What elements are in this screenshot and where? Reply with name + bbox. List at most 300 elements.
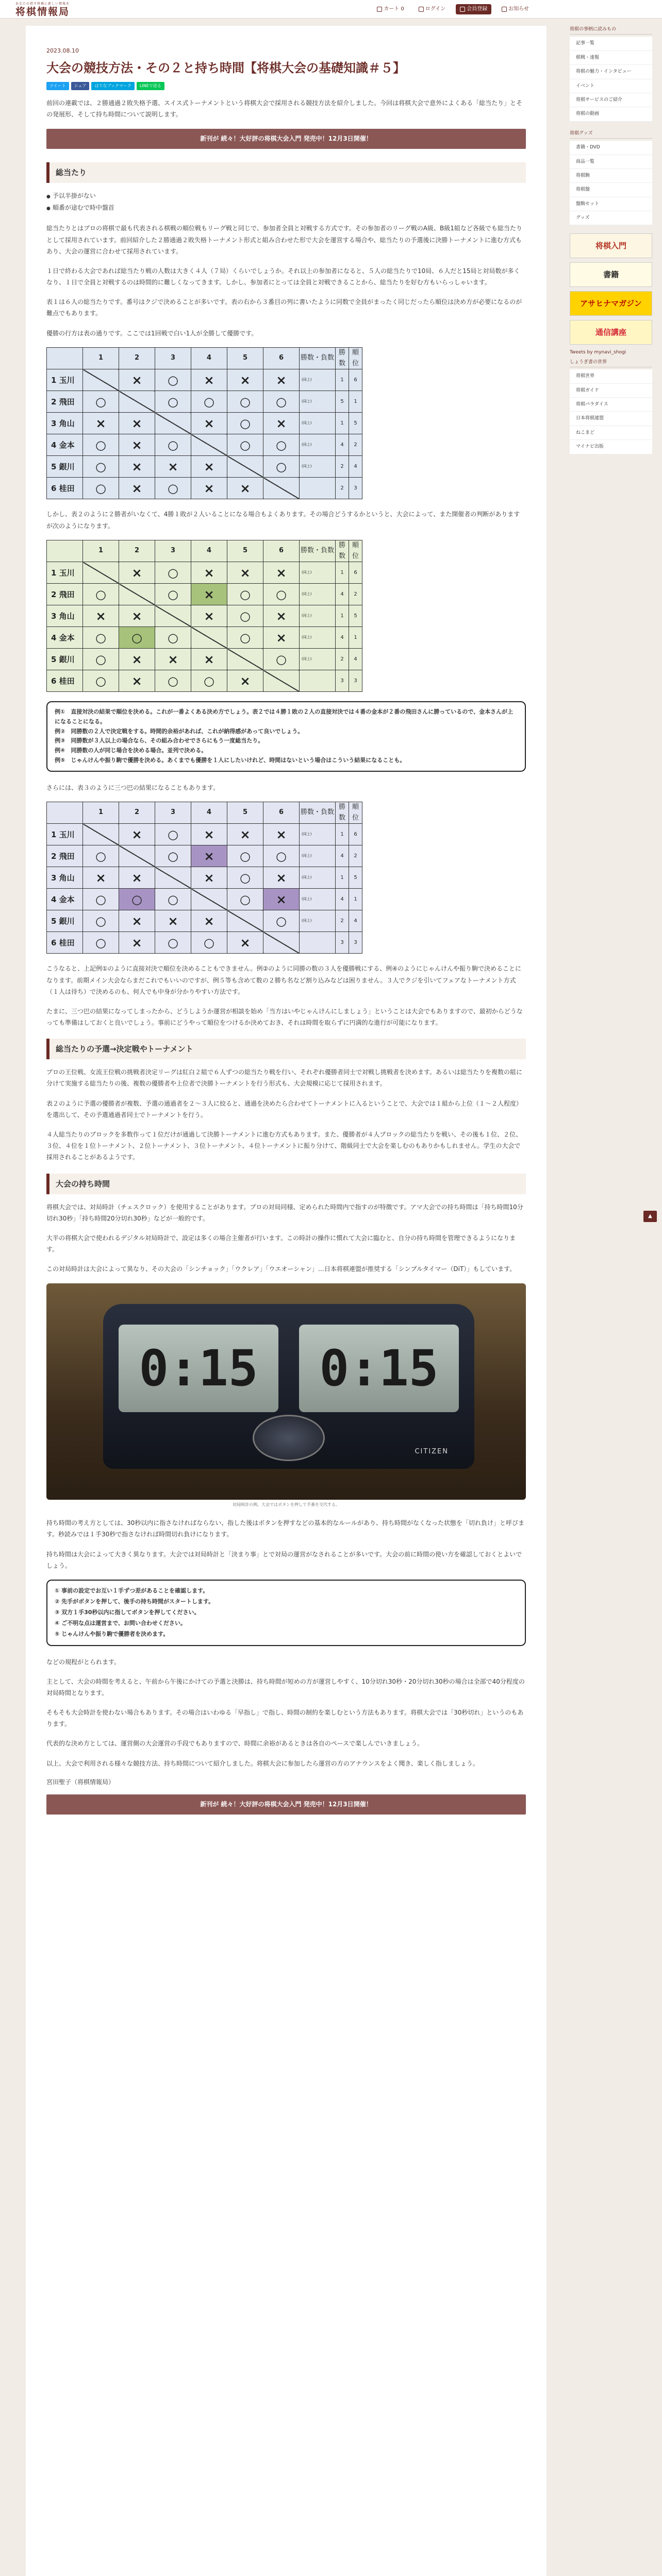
wins-cell: 4	[336, 584, 349, 605]
player-name-cell: 6 桂田	[47, 478, 83, 499]
result-cell: ×	[155, 456, 191, 478]
record-note-cell: (同上)	[300, 562, 336, 584]
result-cell: ×	[119, 867, 155, 889]
register-label: 会員登録	[467, 6, 488, 12]
record-note-cell: (同上)	[300, 627, 336, 649]
sidebar-goods-item[interactable]: 将棋駒	[570, 169, 652, 183]
article-date: 2023.08.10	[46, 47, 79, 54]
result-cell: ×	[227, 562, 263, 584]
table-header-cell	[47, 540, 83, 562]
bullet-list	[46, 190, 526, 214]
result-cell: ×	[227, 932, 263, 954]
table-header-cell: 勝数	[336, 347, 349, 369]
facebook-share-button[interactable]: シェア	[71, 82, 90, 90]
rule-item: ④ ご不明な点は運営まで、お問い合わせください。	[55, 1619, 186, 1626]
self-diagonal-cell	[227, 910, 263, 932]
table-header-cell: 1	[83, 347, 119, 369]
site-tagline: あなたの指す将棋に新しい情報を	[15, 2, 70, 6]
result-cell: ○	[155, 845, 191, 867]
player-name-cell: 4 金本	[47, 434, 83, 456]
self-diagonal-cell	[83, 562, 119, 584]
table-header-cell: 勝数	[336, 802, 349, 824]
result-cell: ×	[263, 369, 300, 391]
table-header-cell: 勝数・負数	[300, 347, 336, 369]
player-name-cell: 1 玉川	[47, 562, 83, 584]
table-row	[47, 562, 362, 584]
line-button[interactable]: LINEで送る	[137, 82, 164, 90]
table-row	[47, 605, 362, 627]
result-cell: ×	[227, 478, 263, 499]
result-cell: ×	[191, 910, 227, 932]
table-header-row	[47, 540, 362, 562]
result-cell: ×	[227, 824, 263, 845]
table-row	[47, 627, 362, 649]
result-cell: ×	[191, 605, 227, 627]
player-name-cell: 5 銀川	[47, 910, 83, 932]
section-heading-time-control: 大会の持ち時間	[46, 1174, 526, 1194]
result-cell: ×	[119, 478, 155, 499]
result-cell: ×	[227, 369, 263, 391]
results-table-2	[46, 540, 362, 692]
record-note-cell: (同上)	[300, 584, 336, 605]
table-header-cell: 勝数・負数	[300, 540, 336, 562]
paragraph: ４人総当たりのブロックを多数作って１位だけが通過して決勝トーナメントに進む方式もあります。また、優勝者が４人ブロックの総当たりを戦い、その後も１位、２位、３位、４位を１位トーナメント、２位トーナメント、３位トーナメント、４位トーナメントに振り分けて、階級同士で大会を楽しむのもありかもしれません。学生の大会で採用されることがあるようです。	[46, 1131, 522, 1161]
wins-cell: 3	[336, 932, 349, 954]
record-note-cell	[300, 670, 336, 692]
paragraph: 将棋大会では、対局時計（チェスクロック）を使用することがあります。プロの対局同様、定められた時間内で指すのが特徴です。アマ大会での持ち時間は「持ち時間10分切れ30秒」「持ち時間20分切れ30秒」などが一般的です。	[46, 1203, 523, 1222]
paragraph: などの規程がとられます。	[46, 1658, 121, 1666]
result-cell: ○	[227, 391, 263, 413]
result-cell: ○	[119, 889, 155, 910]
rule-item: ① 事前の設定でお互い１手ずつ差があることを確認します。	[55, 1587, 209, 1595]
result-cell: ×	[263, 627, 300, 649]
player-name-cell: 3 角山	[47, 867, 83, 889]
table-row	[47, 824, 362, 845]
result-cell: ○	[155, 391, 191, 413]
table-header-cell: 1	[83, 802, 119, 824]
table-header-cell: 6	[263, 347, 300, 369]
sidebar-goods-item[interactable]: 盤駒セット	[570, 197, 652, 211]
result-cell: ×	[119, 369, 155, 391]
sidebar-goods-item[interactable]: 書籍・DVD	[570, 141, 652, 155]
table-row	[47, 584, 362, 605]
self-diagonal-cell	[263, 932, 300, 954]
table-header-cell: 4	[191, 540, 227, 562]
self-diagonal-cell	[263, 478, 300, 499]
result-cell: ×	[83, 605, 119, 627]
news-button[interactable]	[498, 4, 533, 14]
share-buttons	[46, 82, 526, 90]
case-item: 例② 同勝数の２人で決定戦をする。時間的余裕があれば、これが納得感があって良いでしょう。	[55, 727, 304, 735]
wins-cell: 2	[336, 649, 349, 670]
result-cell: ○	[227, 434, 263, 456]
rule-item: ② 先手がボタンを押して、後手の持ち時間がスタートします。	[55, 1598, 214, 1605]
result-cell: ×	[263, 889, 300, 910]
result-cell: ○	[83, 434, 119, 456]
paragraph: 優勝の行方は表の通りです。ここでは1回戦で白い1人が全勝して優勝です。	[46, 329, 258, 337]
self-diagonal-cell	[263, 670, 300, 692]
rank-cell: 5	[349, 413, 362, 434]
paragraph: 持ち時間は大会によって大きく異なります。大会では対局時計と「決まり事」とで対局の運営がなされることが多いです。大会の前に時間の使い方を確認しておくとよいでしょう。	[46, 1550, 522, 1569]
cart-label: カート	[384, 6, 400, 12]
chess-clock-photo	[46, 1283, 526, 1500]
sidebar-goods-item[interactable]: グッズ	[570, 211, 652, 225]
article-main	[26, 26, 547, 2576]
section-heading-round-robin: 総当たり	[46, 162, 526, 183]
table-row	[47, 456, 362, 478]
rule-item: ⑤ じゃんけんや振り駒で優勝者を決めます。	[55, 1630, 169, 1637]
sidebar-links-list	[570, 369, 652, 454]
paragraph: 持ち時間の考え方としては、30秒以内に指さなければならない、指した後はボタンを押すなどの基本的なルールがあり、持ち時間がなくなった状態を「切れ負け」と呼びます。秒読みでは１手30秒で指さなければ時間切れ負けになります。	[46, 1519, 525, 1538]
site-logo[interactable]	[15, 2, 93, 17]
register-button[interactable]	[456, 4, 491, 14]
table-row	[47, 478, 362, 499]
clock-left-display: 0:15	[119, 1325, 278, 1412]
result-cell: ○	[227, 584, 263, 605]
table-row	[47, 845, 362, 867]
table-header-cell: 2	[119, 540, 155, 562]
table-header-cell	[47, 802, 83, 824]
player-name-cell: 2 飛田	[47, 584, 83, 605]
wins-cell: 2	[336, 478, 349, 499]
login-label: ログイン	[425, 6, 446, 12]
sidebar-link-item[interactable]: 将棋パラダイス	[570, 398, 652, 412]
header-nav	[373, 4, 533, 14]
result-cell: ×	[119, 434, 155, 456]
sidebar-goods-list	[570, 141, 652, 225]
result-cell: ○	[191, 670, 227, 692]
case-item: 例④ 同勝数の人が同じ場合を決める場合。並列で決める。	[55, 747, 207, 754]
result-cell: ×	[83, 867, 119, 889]
table-header-cell: 順位	[349, 802, 362, 824]
paragraph: たまに、三つ巴の結果になってしまったから、どうしようか運営が相談を始め「当方はいやじゃんけんにしましょう」ということは大会でもありますので、最初からどうなっても準備はしておくと良いでしょう。事前にどうやって順位をつけるか決めておき、それは時間を取らずに円満的な進行が可能になります。	[46, 1007, 523, 1027]
rank-cell: 4	[349, 910, 362, 932]
clock-rules-box	[46, 1580, 526, 1646]
result-cell: ×	[227, 670, 263, 692]
result-cell: ○	[83, 889, 119, 910]
result-cell: ×	[119, 456, 155, 478]
rank-cell: 2	[349, 584, 362, 605]
results-table-3	[46, 802, 362, 954]
sidebar-category-item[interactable]: イベント	[570, 79, 652, 93]
player-name-cell: 6 桂田	[47, 932, 83, 954]
table-row	[47, 413, 362, 434]
sidebar-category-item[interactable]: 棋戦・速報	[570, 51, 652, 65]
sidebar-links-title: しょうぎ書の世界	[570, 359, 652, 367]
paragraph: しかし、表２のように２勝者がいなくて、4勝１敗が２人いることになる場合もよくあります。その場合どうするかというと、大会によって、また開催者の判断がありますが次のようになります。	[46, 511, 520, 530]
result-cell: ×	[119, 649, 155, 670]
wins-cell: 1	[336, 369, 349, 391]
result-cell: ×	[119, 824, 155, 845]
bullet-item: ● 順番が途むで時中盤首	[46, 202, 526, 214]
record-note-cell: (同上)	[300, 391, 336, 413]
wins-cell: 1	[336, 824, 349, 845]
sidebar-link-item[interactable]: マイナビ出版	[570, 440, 652, 454]
wins-cell: 4	[336, 627, 349, 649]
result-cell: ○	[83, 932, 119, 954]
rank-cell: 4	[349, 649, 362, 670]
wins-cell: 5	[336, 391, 349, 413]
sidebar-category-item[interactable]: 将棋サービスのご紹介	[570, 93, 652, 107]
result-cell: ○	[155, 478, 191, 499]
result-cell: ○	[155, 824, 191, 845]
record-note-cell: (同上)	[300, 824, 336, 845]
table-header-cell: 5	[227, 802, 263, 824]
result-cell: ×	[119, 413, 155, 434]
wins-cell: 4	[336, 434, 349, 456]
record-note-cell	[300, 478, 336, 499]
wins-cell: 1	[336, 867, 349, 889]
table-header-cell: 6	[263, 540, 300, 562]
result-cell: ×	[263, 562, 300, 584]
table-header-cell: 1	[83, 540, 119, 562]
self-diagonal-cell	[155, 413, 191, 434]
self-diagonal-cell	[155, 867, 191, 889]
table-header-cell: 勝数	[336, 540, 349, 562]
result-cell: ×	[155, 910, 191, 932]
wins-cell: 4	[336, 889, 349, 910]
result-cell: ○	[191, 932, 227, 954]
record-note-cell: (同上)	[300, 910, 336, 932]
table-header-cell	[47, 347, 83, 369]
table-header-cell: 5	[227, 540, 263, 562]
rank-cell: 4	[349, 456, 362, 478]
table-header-cell: 2	[119, 802, 155, 824]
record-note-cell: (同上)	[300, 413, 336, 434]
result-cell: ×	[191, 867, 227, 889]
record-note-cell: (同上)	[300, 649, 336, 670]
rank-cell: 3	[349, 670, 362, 692]
site-header	[0, 0, 662, 19]
clock-right-display: 0:15	[299, 1325, 459, 1412]
wins-cell: 2	[336, 456, 349, 478]
result-cell: ○	[83, 627, 119, 649]
sidebar-category-item[interactable]: 将棋の動画	[570, 107, 652, 121]
paragraph: そもそも大会時計を使わない場合もあります。その場合はいわゆる「早指し」で指し、時間の制約を楽しむという方法もあります。将棋大会では「30秒切れ」というのもあります。	[46, 1709, 524, 1728]
table-row	[47, 434, 362, 456]
table-row	[47, 649, 362, 670]
result-cell: ○	[155, 670, 191, 692]
table-row	[47, 889, 362, 910]
result-cell: ○	[83, 584, 119, 605]
table-header-cell: 3	[155, 347, 191, 369]
table-header-cell: 3	[155, 540, 191, 562]
player-name-cell: 5 銀川	[47, 649, 83, 670]
wins-cell: 2	[336, 910, 349, 932]
result-cell: ○	[263, 649, 300, 670]
ad-banner-magazine[interactable]: アサヒナマガジン	[570, 291, 652, 316]
result-cell: ○	[227, 845, 263, 867]
self-diagonal-cell	[191, 627, 227, 649]
result-cell: ○	[263, 845, 300, 867]
result-cell: ×	[119, 932, 155, 954]
result-cell: ×	[119, 605, 155, 627]
result-cell: ×	[191, 845, 227, 867]
self-diagonal-cell	[191, 889, 227, 910]
bullet-item: ● 予以半掛がない	[46, 190, 526, 202]
table-header-cell: 4	[191, 347, 227, 369]
intro-paragraph: 前回の連載では、２勝通過２敗失格予選、スイス式トーナメントという将棋大会で採用される競技方法を紹介しました。今回は将棋大会で意外によくある「総当たり」とその発展形、そして持ち時間について説明します。	[46, 99, 523, 118]
result-cell: ×	[191, 369, 227, 391]
wins-cell: 1	[336, 413, 349, 434]
hatena-button[interactable]: はてなブックマーク	[91, 82, 134, 90]
table-header-cell: 4	[191, 802, 227, 824]
result-cell: ○	[263, 456, 300, 478]
result-cell: ○	[155, 627, 191, 649]
sidebar-link-item[interactable]: ねこまど	[570, 426, 652, 440]
case-item: 例⑤ じゃんけんや振り駒で優勝を決める。あくまでも優勝を１人にしたいけれど、時間はないという場合はこういう結果になることも。	[55, 756, 406, 764]
player-name-cell: 1 玉川	[47, 369, 83, 391]
ad-banner-course[interactable]: 通信講座	[570, 320, 652, 345]
paragraph: 表１は６人の総当たりです。番号はクジで決めることが多いです。表の右から３番目の列に書いたように同数で全員がまったく同じだったら順位は決め方が必要になるのが難点でもあります。	[46, 298, 522, 317]
table-header-cell: 6	[263, 802, 300, 824]
cart-button[interactable]	[373, 4, 408, 14]
result-cell: ○	[227, 627, 263, 649]
result-cell: ×	[191, 456, 227, 478]
sidebar-category-item[interactable]: 記事一覧	[570, 37, 652, 50]
result-cell: ×	[191, 649, 227, 670]
article-title: 大会の競技方法・その２と持ち時間【将棋大会の基礎知識＃５】	[46, 60, 405, 75]
table-header-cell: 2	[119, 347, 155, 369]
result-cell: ○	[263, 391, 300, 413]
self-diagonal-cell	[155, 605, 191, 627]
sidebar-category-item[interactable]: 将棋の魅力・インタビュー	[570, 65, 652, 79]
result-cell: ○	[155, 562, 191, 584]
sidebar-link-item[interactable]: 将棋世界	[570, 369, 652, 383]
record-note-cell: (同上)	[300, 605, 336, 627]
sidebar-goods-item[interactable]: 商品一覧	[570, 155, 652, 169]
self-diagonal-cell	[119, 845, 155, 867]
table-row	[47, 932, 362, 954]
bell-icon	[502, 7, 507, 12]
login-button[interactable]	[415, 4, 450, 14]
rank-cell: 3	[349, 478, 362, 499]
rank-cell: 6	[349, 824, 362, 845]
result-cell: ×	[119, 562, 155, 584]
self-diagonal-cell	[227, 649, 263, 670]
cart-count: 0	[401, 6, 404, 12]
result-cell: ○	[83, 478, 119, 499]
result-cell: ×	[191, 824, 227, 845]
result-cell: ○	[227, 605, 263, 627]
result-cell: ○	[83, 391, 119, 413]
self-diagonal-cell	[119, 584, 155, 605]
rank-cell: 1	[349, 889, 362, 910]
table-row	[47, 670, 362, 692]
news-label: お知らせ	[508, 6, 529, 12]
player-name-cell: 1 玉川	[47, 824, 83, 845]
result-cell: ○	[155, 434, 191, 456]
rule-item: ③ 双方１手30秒以内に指してボタンを押してください。	[55, 1608, 200, 1616]
result-cell: ×	[119, 670, 155, 692]
promo-banner[interactable]: 新刊が 続々！大好評の将棋大会入門 発売中！12月3日開催！	[46, 129, 526, 149]
rank-cell: 5	[349, 605, 362, 627]
self-diagonal-cell	[83, 824, 119, 845]
result-cell: ×	[191, 478, 227, 499]
ad-banner-shogi-nyumon[interactable]: 将棋入門	[570, 233, 652, 258]
paragraph: 表２のように予選の優勝者が複数、予選の通過者を２～３人に絞ると、通過を決めたら合わせてトーナメントに入るということで、大会では１組から上位（１～２人程度）を選出して、その予選通過者同士でトーナメントを行う。	[46, 1099, 523, 1118]
player-name-cell: 4 金本	[47, 889, 83, 910]
clock-brand: CITIZEN	[415, 1447, 449, 1455]
sidebar-goods-item[interactable]: 将棋盤	[570, 183, 652, 197]
result-cell: ○	[263, 910, 300, 932]
result-cell: ○	[83, 649, 119, 670]
paragraph: 代表的な決め方としては、運営側の大会運営の手段でもありますので、時間に余裕があるときは各自のペースで楽しんでいきましょう。	[46, 1740, 424, 1748]
player-name-cell: 3 角山	[47, 605, 83, 627]
player-name-cell: 5 銀川	[47, 456, 83, 478]
record-note-cell: (同上)	[300, 434, 336, 456]
chess-clock	[103, 1304, 474, 1469]
paragraph: プロの王位戦、女流王位戦の挑戦者決定リーグは紅白２組で６人ずつの総当たり戦を行い、それぞれ優勝者同士で対戦し挑戦者を決めます。あるいは総当たりを複数の組に分けて実施する総当たりの後、複数の優勝者や上位者で決勝トーナメントを行う形式も、大会規模に応じて採用されます。	[46, 1069, 523, 1088]
sidebar	[570, 26, 652, 463]
record-note-cell: (同上)	[300, 867, 336, 889]
record-note-cell	[300, 932, 336, 954]
tweet-button[interactable]: ツイート	[46, 82, 69, 90]
table-header-cell: 順位	[349, 540, 362, 562]
table-row	[47, 369, 362, 391]
paragraph: 大半の将棋大会で使われるデジタル対局時計で、設定は多くの場合主催者が行います。この時計の操作に慣れて大会に臨むと、自分の持ち時間を管理できるようになります。	[46, 1234, 516, 1253]
table-header-row	[47, 802, 362, 824]
paragraph: こうなると、上記例①のように直接対決で順位を決めることもできません。例②のように同勝の数の３人を優勝戦にする、例④のようにじゃんけんや振り駒で決めることになります。前期メイン大会ならまだこれでもいいのですが、例５等も含めて数の２勝ち名など割り込みなどは困りません。３人でクジを引いてフェアなトーナメント方式（１人は待ち）で決めるのも、何人でも中身が分かりやすい方法です。	[46, 965, 522, 995]
sidebar-link-item[interactable]: 日本将棋連盟	[570, 412, 652, 426]
paragraph: さらには、表３のように三つ巴の結果になることもあります。	[46, 784, 220, 791]
wins-cell: 3	[336, 670, 349, 692]
player-name-cell: 6 桂田	[47, 670, 83, 692]
sidebar-link-item[interactable]: 将棋ガイド	[570, 384, 652, 398]
result-cell: ○	[155, 584, 191, 605]
result-cell: ×	[191, 584, 227, 605]
result-cell: ×	[263, 605, 300, 627]
table-row	[47, 910, 362, 932]
player-name-cell: 2 飛田	[47, 391, 83, 413]
record-note-cell: (同上)	[300, 456, 336, 478]
result-cell: ○	[191, 391, 227, 413]
table-header-cell: 5	[227, 347, 263, 369]
table-header-cell: 3	[155, 802, 191, 824]
self-diagonal-cell	[83, 369, 119, 391]
rank-cell: 1	[349, 391, 362, 413]
result-cell: ○	[227, 413, 263, 434]
self-diagonal-cell	[227, 456, 263, 478]
tiebreak-cases-box	[46, 701, 526, 771]
scroll-to-top-button[interactable]: ▲	[643, 1211, 657, 1222]
record-note-cell: (同上)	[300, 889, 336, 910]
results-table-1	[46, 347, 362, 500]
sidebar-category-list	[570, 37, 652, 121]
paragraph: 以上、大会で利用される様々な競技方法、持ち時間について紹介しました。将棋大会に参加したら運営の方のアナウンスをよく聞き、楽しく指しましょう。	[46, 1759, 479, 1767]
result-cell: ○	[155, 932, 191, 954]
paragraph: １日で終わる大会であれば総当たり戦の人数は大きく４人（７局）くらいでしょうか。それ以上の参加者になると、５人の総当たりで10局、６人だと15局と対局数が多くなり、１日で全員と対戦するのは時間的に難しくなってきます。しかし、参加者にとっては全員と対戦できることから、総当たりを好む方もいらっしゃいます。	[46, 267, 520, 286]
table-header-cell: 勝数・負数	[300, 802, 336, 824]
sidebar-goods-title: 将棋グッズ	[570, 130, 652, 139]
result-cell: ○	[227, 867, 263, 889]
result-cell: ○	[83, 845, 119, 867]
twitter-timeline-link[interactable]: Tweets by mynavi_shogi	[570, 350, 626, 355]
ad-banner-books[interactable]: 書籍	[570, 262, 652, 287]
rank-cell: 3	[349, 932, 362, 954]
record-note-cell: (同上)	[300, 845, 336, 867]
record-note-cell: (同上)	[300, 369, 336, 391]
result-cell: ○	[155, 889, 191, 910]
result-cell: ×	[191, 562, 227, 584]
user-icon	[460, 7, 465, 12]
rank-cell: 6	[349, 562, 362, 584]
clock-dial-icon	[253, 1415, 325, 1461]
result-cell: ○	[119, 627, 155, 649]
result-cell: ○	[83, 910, 119, 932]
promo-banner-bottom[interactable]: 新刊が 続々！大好評の将棋大会入門 発売中！12月3日開催！	[46, 1794, 526, 1815]
table-header-cell: 順位	[349, 347, 362, 369]
